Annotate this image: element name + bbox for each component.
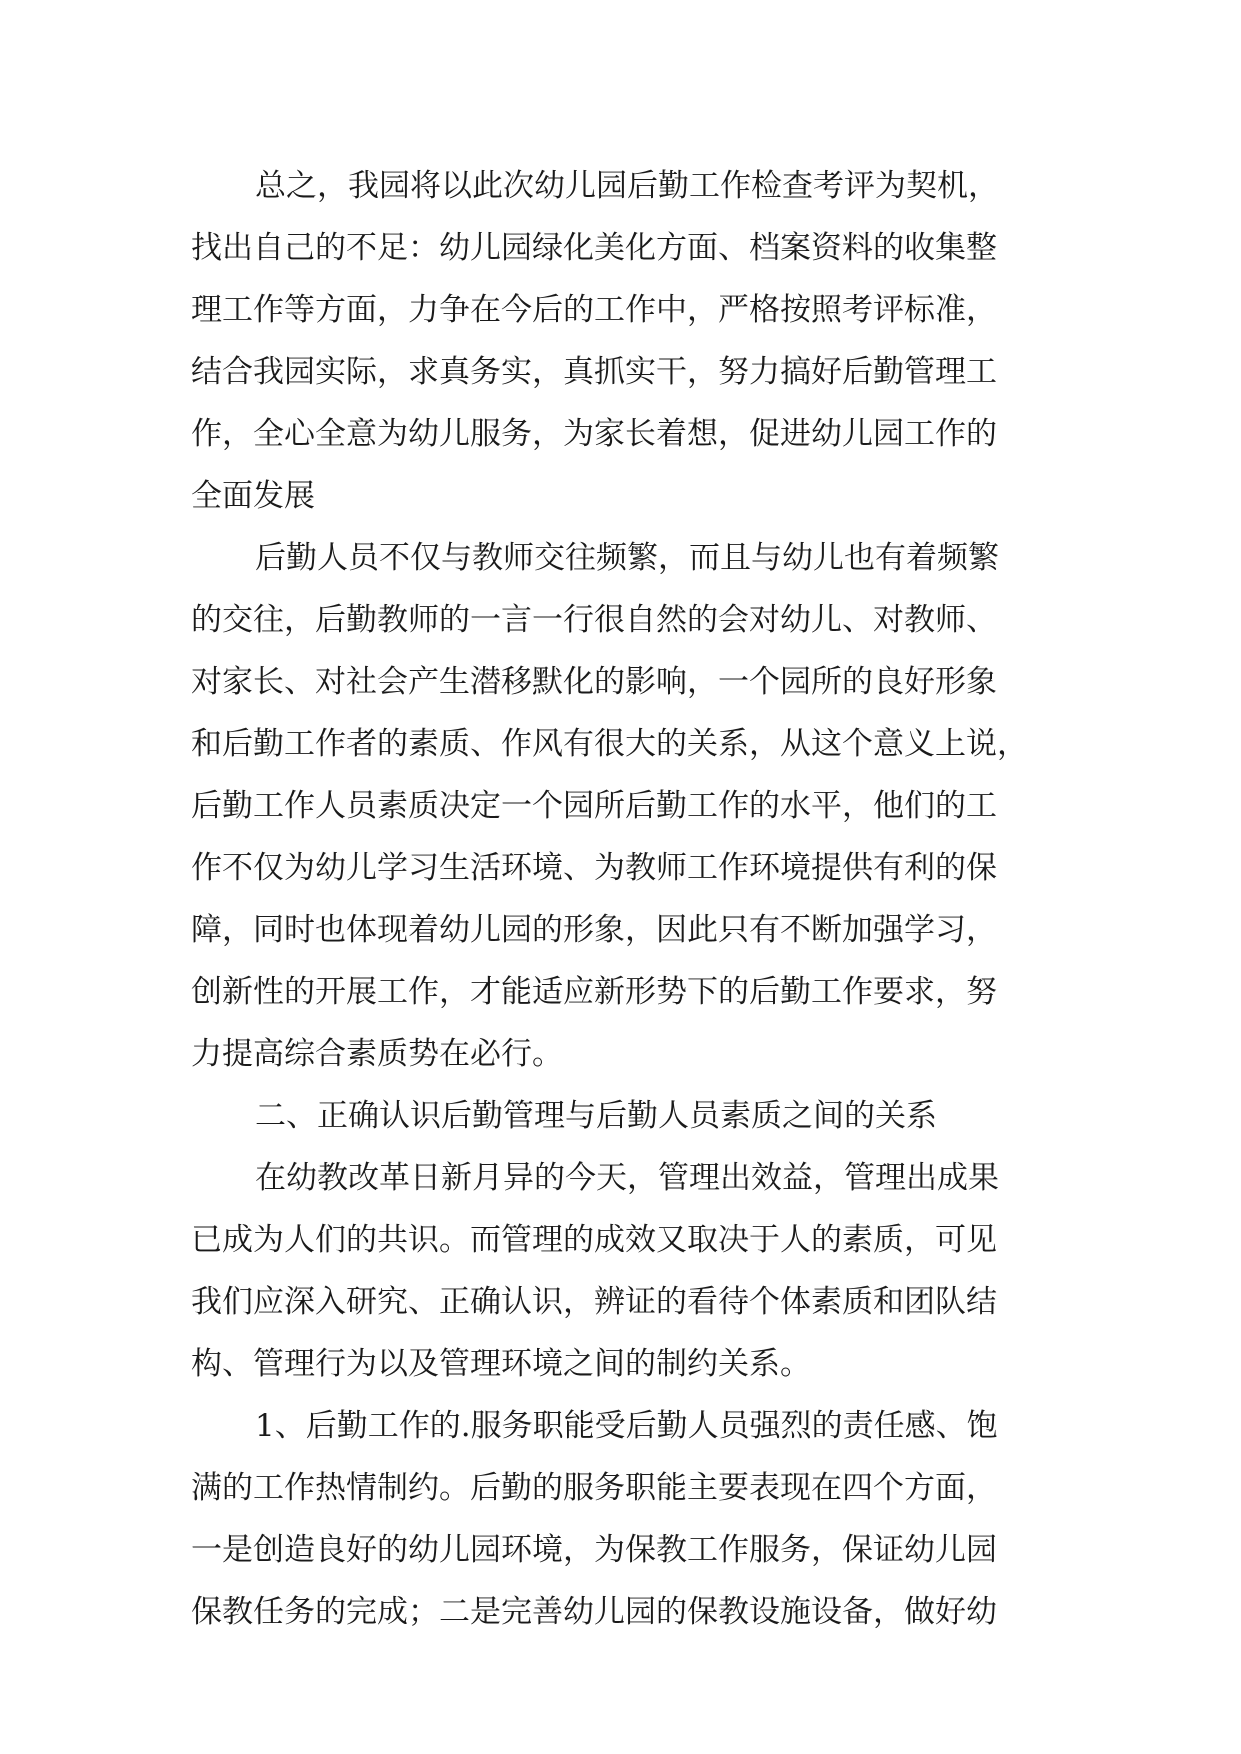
- text-line: 在幼教改革日新月异的今天，管理出效益，管理出成果: [255, 1160, 999, 1196]
- text-line: 找出自己的不足：幼儿园绿化美化方面、档案资料的收集整: [191, 230, 997, 266]
- text-line: 理工作等方面，力争在今后的工作中，严格按照考评标准，: [191, 292, 997, 328]
- text-line: 一是创造良好的幼儿园环境，为保教工作服务，保证幼儿园: [191, 1532, 997, 1568]
- section-heading: 二、正确认识后勤管理与后勤人员素质之间的关系: [255, 1098, 937, 1134]
- text-line: 结合我园实际，求真务实，真抓实干，努力搞好后勤管理工: [191, 354, 997, 390]
- text-line: 力提高综合素质势在必行。: [191, 1036, 563, 1072]
- text-line: 满的工作热情制约。后勤的服务职能主要表现在四个方面，: [191, 1470, 997, 1506]
- text-line: 对家长、对社会产生潜移默化的影响，一个园所的良好形象: [191, 664, 997, 700]
- text-line: 构、管理行为以及管理环境之间的制约关系。: [191, 1346, 811, 1382]
- text-line: 创新性的开展工作，才能适应新形势下的后勤工作要求，努: [191, 974, 997, 1010]
- text-line: 障，同时也体现着幼儿园的形象，因此只有不断加强学习，: [191, 912, 997, 948]
- text-line: 总之，我园将以此次幼儿园后勤工作检查考评为契机，: [255, 168, 999, 204]
- text-line: 的交往，后勤教师的一言一行很自然的会对幼儿、对教师、: [191, 602, 997, 638]
- text-line: 后勤人员不仅与教师交往频繁，而且与幼儿也有着频繁: [255, 540, 999, 576]
- text-line: 作，全心全意为幼儿服务，为家长着想，促进幼儿园工作的: [191, 416, 997, 452]
- text-line: 我们应深入研究、正确认识，辨证的看待个体素质和团队结: [191, 1284, 997, 1320]
- text-line: 后勤工作人员素质决定一个园所后勤工作的水平，他们的工: [191, 788, 997, 824]
- text-line: 和后勤工作者的素质、作风有很大的关系，从这个意义上说，: [191, 726, 1028, 762]
- text-line: 保教任务的完成；二是完善幼儿园的保教设施设备，做好幼: [191, 1594, 997, 1630]
- text-line: 已成为人们的共识。而管理的成效又取决于人的素质，可见: [191, 1222, 997, 1258]
- text-line: 全面发展: [191, 478, 315, 514]
- text-line: 作不仅为幼儿学习生活环境、为教师工作环境提供有利的保: [191, 850, 997, 886]
- text-line: 1、后勤工作的.服务职能受后勤人员强烈的责任感、饱: [255, 1408, 998, 1444]
